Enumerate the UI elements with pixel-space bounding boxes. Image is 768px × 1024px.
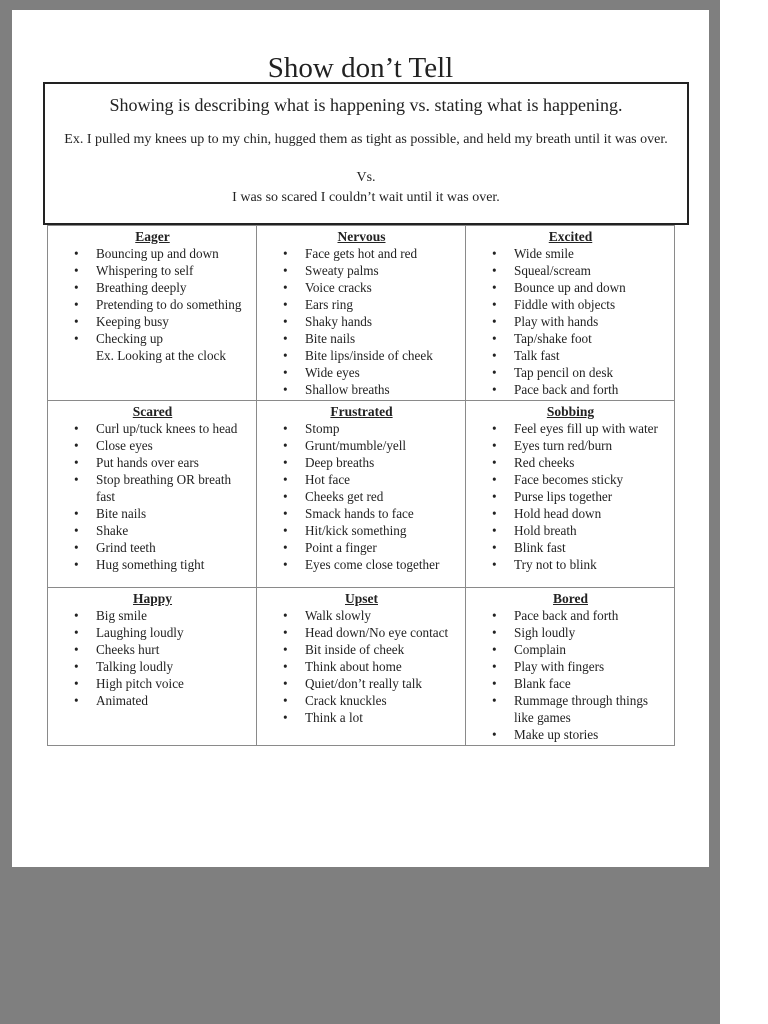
list-item: • Walk slowly	[261, 607, 462, 624]
emotion-cell	[257, 401, 466, 588]
table-row	[48, 588, 675, 746]
list-item: • Shake	[52, 522, 253, 539]
list-item: • Smack hands to face	[261, 505, 462, 522]
telling-example-text: I was so scared I couldn’t wait until it was over.	[232, 190, 500, 205]
list-item: • Hold breath	[470, 522, 671, 539]
list-item: • Red cheeks	[470, 454, 671, 471]
list-item: • Keeping busy	[52, 313, 253, 330]
list-item: • Head down/No eye contact	[261, 624, 462, 641]
list-item: • Put hands over ears	[52, 454, 253, 471]
list-item: • Ears ring	[261, 296, 462, 313]
list-item: • Eyes come close together	[261, 556, 462, 573]
list-item: • Talk fast	[470, 347, 671, 364]
list-item: • Make up stories	[470, 726, 671, 743]
behavior-list	[52, 245, 253, 347]
list-item: • Cheeks hurt	[52, 641, 253, 658]
list-item: • Cheeks get red	[261, 488, 462, 505]
list-item: • Bite nails	[52, 505, 253, 522]
emotion-heading: Sobbing	[546, 404, 595, 419]
list-item: • Stomp	[261, 420, 462, 437]
list-item: • Think about home	[261, 658, 462, 675]
list-item: • Voice cracks	[261, 279, 462, 296]
list-item: • Bounce up and down	[470, 279, 671, 296]
list-item: • Laughing loudly	[52, 624, 253, 641]
emotion-cell	[48, 588, 257, 746]
list-item: • Sigh loudly	[470, 624, 671, 641]
list-item: • Squeal/scream	[470, 262, 671, 279]
list-item: • Curl up/tuck knees to head	[52, 420, 253, 437]
emotion-heading: Frustrated	[330, 404, 393, 419]
list-item: • Tap pencil on desk	[470, 364, 671, 381]
list-item: • Think a lot	[261, 709, 462, 726]
list-item: • Hold head down	[470, 505, 671, 522]
emotion-cell	[48, 226, 257, 401]
emotion-heading: Excited	[548, 229, 593, 244]
list-item: • Play with hands	[470, 313, 671, 330]
behavior-list	[470, 420, 671, 573]
behavior-list	[261, 607, 462, 726]
list-item: • Purse lips together	[470, 488, 671, 505]
list-item: • High pitch voice	[52, 675, 253, 692]
emotion-cell	[257, 226, 466, 401]
list-item: • Deep breaths	[261, 454, 462, 471]
list-item: • Sweaty palms	[261, 262, 462, 279]
emotion-table	[47, 225, 675, 746]
behavior-list	[261, 420, 462, 573]
list-item: • Pace back and forth	[470, 381, 671, 398]
emotion-heading: Bored	[552, 591, 588, 606]
behavior-list	[470, 607, 671, 743]
list-item: • Wide smile	[470, 245, 671, 262]
emotion-cell	[466, 401, 675, 588]
emotion-cell	[466, 226, 675, 401]
list-item: • Bite nails	[261, 330, 462, 347]
list-item: • Bit inside of cheek	[261, 641, 462, 658]
list-item: • Bouncing up and down	[52, 245, 253, 262]
list-item: • Pace back and forth	[470, 607, 671, 624]
list-item: • Feel eyes fill up with water	[470, 420, 671, 437]
emotion-heading: Eager	[135, 229, 170, 244]
table-row	[48, 226, 675, 401]
list-item: • Tap/shake foot	[470, 330, 671, 347]
list-item: • Blink fast	[470, 539, 671, 556]
list-item: • Pretending to do something	[52, 296, 253, 313]
behavior-list	[470, 245, 671, 398]
list-item: • Shallow breaths	[261, 381, 462, 398]
behavior-list	[52, 607, 253, 709]
list-item: • Rummage through things like games	[470, 692, 671, 726]
table-row	[48, 401, 675, 588]
list-item: • Try not to blink	[470, 556, 671, 573]
list-item: • Checking up	[52, 330, 253, 347]
versus-text: Vs.	[356, 170, 376, 185]
list-item: • Big smile	[52, 607, 253, 624]
list-item: • Blank face	[470, 675, 671, 692]
list-item: • Hot face	[261, 471, 462, 488]
right-margin-strip	[720, 0, 768, 1024]
list-item: • Shaky hands	[261, 313, 462, 330]
list-item: • Face gets hot and red	[261, 245, 462, 262]
emotion-heading: Happy	[132, 591, 173, 606]
list-item: • Crack knuckles	[261, 692, 462, 709]
example-note: Ex. Looking at the clock	[96, 348, 227, 363]
list-item: • Face becomes sticky	[470, 471, 671, 488]
list-item: • Hit/kick something	[261, 522, 462, 539]
list-item: • Whispering to self	[52, 262, 253, 279]
list-item: • Point a finger	[261, 539, 462, 556]
emotion-cell	[257, 588, 466, 746]
page-title: Show don’t Tell	[267, 52, 454, 84]
definition-box	[43, 82, 689, 225]
list-item: • Close eyes	[52, 437, 253, 454]
list-item: • Breathing deeply	[52, 279, 253, 296]
list-item: • Grind teeth	[52, 539, 253, 556]
behavior-list	[261, 245, 462, 398]
example-text: Ex. I pulled my knees up to my chin, hugged them as tight as possible, and held my breath until it was over.	[64, 132, 668, 147]
definition-text: Showing is describing what is happening vs. stating what is happening.	[109, 95, 623, 115]
list-item: • Eyes turn red/burn	[470, 437, 671, 454]
document-page	[12, 10, 709, 867]
list-item: • Play with fingers	[470, 658, 671, 675]
list-item: • Fiddle with objects	[470, 296, 671, 313]
list-item: • Talking loudly	[52, 658, 253, 675]
emotion-heading: Scared	[132, 404, 173, 419]
list-item: • Bite lips/inside of cheek	[261, 347, 462, 364]
emotion-heading: Upset	[345, 591, 378, 606]
emotion-cell	[466, 588, 675, 746]
emotion-heading: Nervous	[337, 229, 386, 244]
list-item: • Stop breathing OR breath fast	[52, 471, 253, 505]
list-item: • Complain	[470, 641, 671, 658]
list-item: • Animated	[52, 692, 253, 709]
list-item: • Grunt/mumble/yell	[261, 437, 462, 454]
list-item: • Quiet/don’t really talk	[261, 675, 462, 692]
list-item: • Wide eyes	[261, 364, 462, 381]
emotion-cell	[48, 401, 257, 588]
behavior-list	[52, 420, 253, 573]
list-item: • Hug something tight	[52, 556, 253, 573]
